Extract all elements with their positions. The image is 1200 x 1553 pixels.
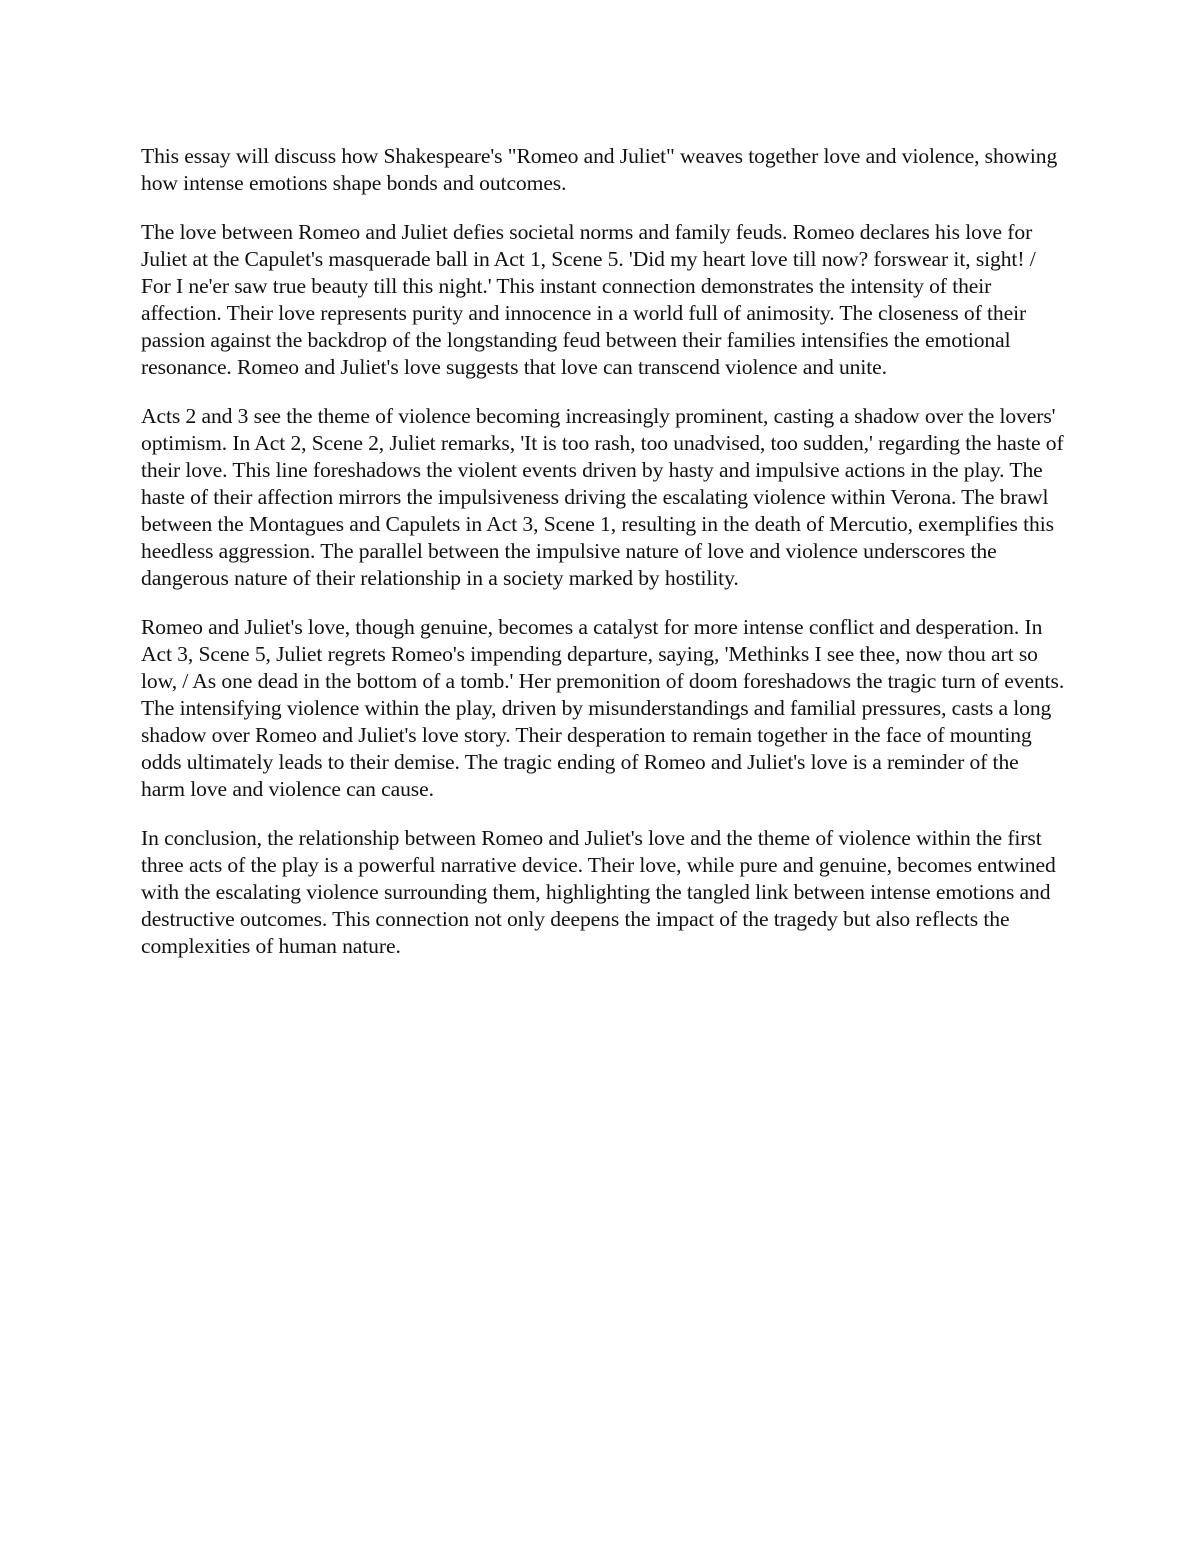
- paragraph-introduction: This essay will discuss how Shakespeare's "Romeo and Juliet" weaves together love and violence, showing how intense emotions shape bonds and outcomes.: [141, 144, 1058, 195]
- essay-body: [141, 143, 1066, 982]
- paragraph-love: The love between Romeo and Juliet defies societal norms and family feuds. Romeo declares his love for Juliet at the Capulet's masquerade ball in Act 1, Scene 5. 'Did my heart love till now? forswear it, sight! / For I ne'er saw true beauty till this night.' This instant connection demonstrates the intensity of their affection. Their love represents purity and innocence in a world full of animosity. The closeness of their passion against the backdrop of the longstanding feud between their families intensifies the emotional resonance. Romeo and Juliet's love suggests that love can transcend violence and unite.: [141, 220, 1036, 379]
- paragraph-violence: Acts 2 and 3 see the theme of violence becoming increasingly prominent, casting a shadow over the lovers' optimism. In Act 2, Scene 2, Juliet remarks, 'It is too rash, too unadvised, too sudden,' regarding the haste of their love. This line foreshadows the violent events driven by hasty and impulsive actions in the play. The haste of their affection mirrors the impulsiveness driving the escalating violence within Verona. The brawl between the Montagues and Capulets in Act 3, Scene 1, resulting in the death of Mercutio, exemplifies this heedless aggression. The parallel between the impulsive nature of love and violence underscores the dangerous nature of their relationship in a society marked by hostility.: [141, 404, 1064, 590]
- paragraph-conclusion: In conclusion, the relationship between Romeo and Juliet's love and the theme of violence within the first three acts of the play is a powerful narrative device. Their love, while pure and genuine, becomes entwined with the escalating violence surrounding them, highlighting the tangled link between intense emotions and destructive outcomes. This connection not only deepens the impact of the tragedy but also reflects the complexities of human nature.: [141, 826, 1056, 958]
- paragraph-desperation: Romeo and Juliet's love, though genuine, becomes a catalyst for more intense conflict and desperation. In Act 3, Scene 5, Juliet regrets Romeo's impending departure, saying, 'Methinks I see thee, now thou art so low, / As one dead in the bottom of a tomb.' Her premonition of doom foreshadows the tragic turn of events. The intensifying violence within the play, driven by misunderstandings and familial pressures, casts a long shadow over Romeo and Juliet's love story. Their desperation to remain together in the face of mounting odds ultimately leads to their demise. The tragic ending of Romeo and Juliet's love is a reminder of the harm love and violence can cause.: [141, 615, 1065, 801]
